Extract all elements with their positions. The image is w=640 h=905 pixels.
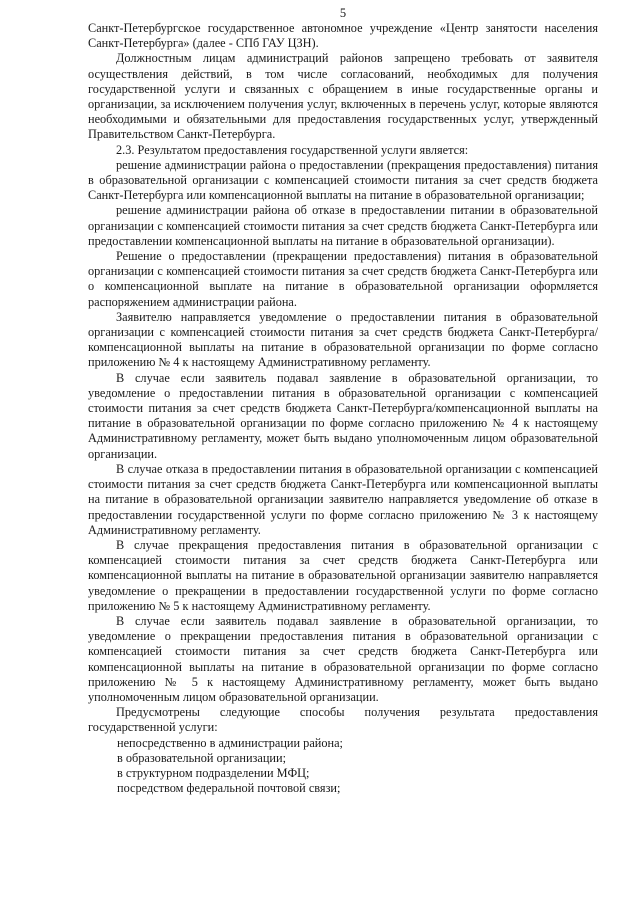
list-item: посредством федеральной почтовой связи; <box>117 781 341 796</box>
paragraph: В случае отказа в предоставлении питания в образовательной организации с компенсацией стоимости питания за счет средств бюджета Санкт-Петербурга или компенсационной выплаты на питание в образовательной организации заявителю направляется уведомление об отказе в предоставлении государственной услуги по форме согласно приложению № 3 к настоящему Административному регламенту. <box>88 461 598 537</box>
paragraph: Предусмотрены следующие способы получения результата предоставления государственной услуги: <box>88 705 598 735</box>
paragraph: Санкт-Петербургское государственное автономное учреждение «Центр занятости населения Санкт-Петербурга» (далее - СПб ГАУ ЦЗН). <box>88 21 598 51</box>
paragraph: В случае прекращения предоставления питания в образовательной организации с компенсацией стоимости питания за счет средств бюджета Санкт-Петербурга или компенсационной выплаты на питание в образовательной организации заявителю направляется уведомление о прекращении в предоставлении государственной услуги по форме согласно приложению № 5 к настоящему Административному регламенту. <box>88 537 598 613</box>
paragraph: Заявителю направляется уведомление о предоставлении питания в образовательной организации с компенсацией стоимости питания за счет средств бюджета Санкт-Петербурга/компенсационной выплаты на питание в образовательной организации по форме согласно приложению № 4 к настоящему Административному регламенту. <box>88 309 598 370</box>
paragraph: 2.3. Результатом предоставления государственной услуги является: <box>116 142 469 157</box>
paragraph: В случае если заявитель подавал заявление в образовательной организации, то уведомление о прекращении предоставления питания в образовательной организации с компенсацией стоимости питания за счет средств бюджета Санкт-Петербурга или компенсационной выплаты на питание в образовательной организации по форме согласно приложению № 5 к настоящему Административному регламенту, может быть выдано уполномоченным лицом образовательной организации. <box>88 613 598 704</box>
paragraph: решение администрации района о предоставлении (прекращения предоставления) питания в образовательной организации с компенсацией стоимости питания за счет средств бюджета Санкт-Петербурга или компенсационной выплаты на питание в образовательной организации; <box>88 157 598 203</box>
paragraph: решение администрации района об отказе в предоставлении питании в образовательной организации с компенсацией стоимости питания за счет средств бюджета Санкт-Петербурга или предоставлении компенсационной выплаты на питание в образовательной организации). <box>88 203 598 248</box>
page-number: 5 <box>339 6 347 20</box>
list-item: в структурном подразделении МФЦ; <box>117 765 310 780</box>
paragraph: Должностным лицам администраций районов запрещено требовать от заявителя осуществления действий, в том числе согласований, необходимых для получения государственной услуги и связанных с обращением в иные государственные органы и организации, за исключением получения услуг, включенных в перечень услуг, которые являются необходимыми и обязательными для предоставления государственных услуг, утвержденный Правительством Санкт-Петербурга. <box>88 51 598 142</box>
list-item: непосредственно в администрации района; <box>117 735 343 750</box>
list-item: в образовательной организации; <box>117 750 287 765</box>
document-body <box>88 21 598 796</box>
paragraph: В случае если заявитель подавал заявление в образовательной организации, то уведомление о предоставлении питания в образовательной организации с компенсацией стоимости питания за счет средств бюджета Санкт-Петербурга/компенсационной выплаты на питание в образовательной организации по форме согласно приложению № 4 к настоящему Административному регламенту, может быть выдано уполномоченным лицом образовательной организации. <box>88 370 598 461</box>
paragraph: Решение о предоставлении (прекращении предоставления) питания в образовательной организации с компенсацией стоимости питания за счет средств бюджета Санкт-Петербурга или о компенсационной выплате на питание в образовательной организации оформляется распоряжением администрации района. <box>88 249 598 309</box>
